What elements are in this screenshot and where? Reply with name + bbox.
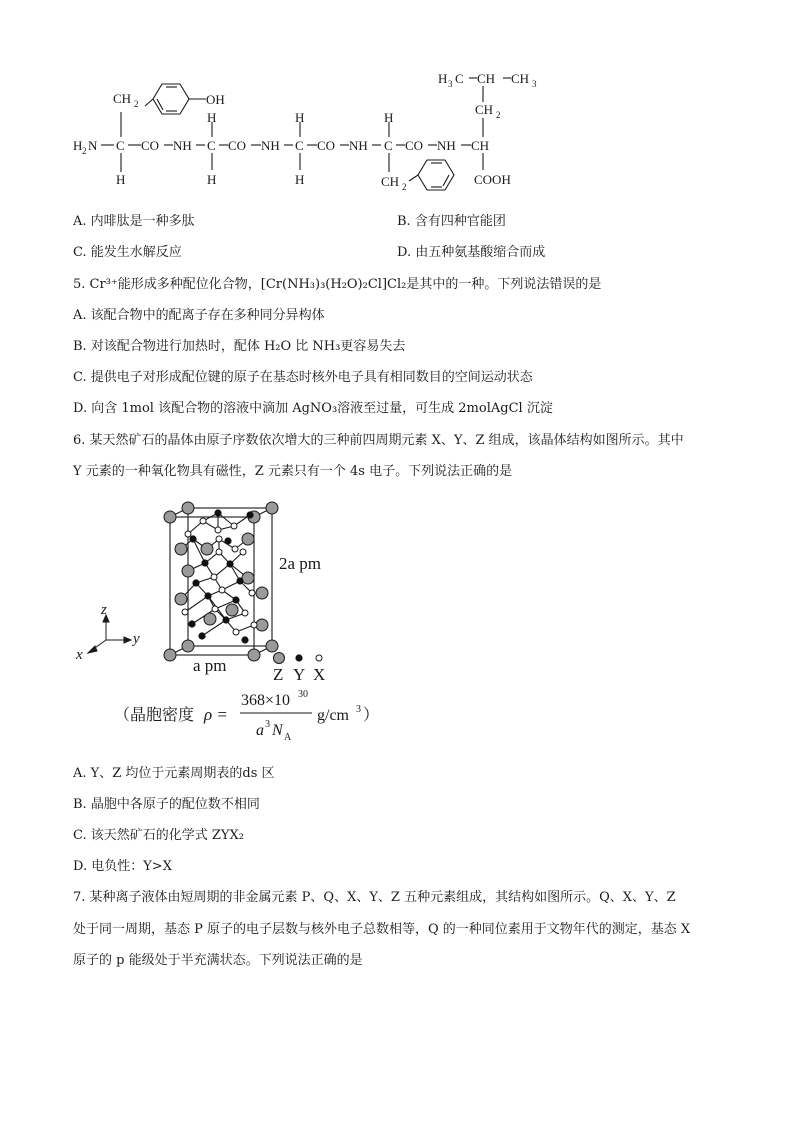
z-atom bbox=[242, 533, 254, 545]
z-atom bbox=[266, 640, 278, 652]
x-atom bbox=[240, 549, 246, 555]
x-atom bbox=[216, 536, 222, 542]
z-atom bbox=[204, 613, 216, 625]
y-atom bbox=[236, 577, 243, 584]
q5-stem: 5. Cr³⁺能形成多种配位化合物，[Cr(NH₃)₃(H₂O)₂Cl]Cl₂是其中的一种。下列说法错误的是 bbox=[73, 277, 602, 292]
y-atom bbox=[222, 616, 229, 623]
y-atom bbox=[224, 537, 231, 544]
alpha-c-3: C bbox=[295, 138, 304, 153]
legend-y-label: Y bbox=[293, 665, 306, 684]
h3c-sub: 3 bbox=[448, 79, 453, 89]
q6-stem-line1: 6. 某天然矿石的晶体由原子序数依次增大的三种前四周期元素 X、Y、Z 组成，该晶体结构如图所示。其中 bbox=[73, 433, 684, 448]
h3c-h: H bbox=[438, 71, 448, 86]
h-4-top: H bbox=[384, 110, 394, 125]
z-atom bbox=[266, 502, 278, 514]
alpha-ch-5: CH bbox=[471, 138, 490, 153]
h-1: H bbox=[116, 172, 126, 187]
x-atom bbox=[215, 527, 221, 533]
h-3-bottom: H bbox=[295, 172, 305, 187]
nh-3: NH bbox=[349, 138, 368, 153]
density-unit: g/cm bbox=[317, 707, 349, 724]
y-atom bbox=[204, 592, 211, 599]
y-atom bbox=[188, 620, 195, 627]
co-4: CO bbox=[405, 138, 424, 153]
cooh: COOH bbox=[474, 172, 511, 187]
x-atom bbox=[212, 606, 218, 612]
legend-x-symbol bbox=[316, 655, 322, 661]
ch2-tyr-sub: 2 bbox=[134, 99, 139, 109]
z-atom bbox=[182, 502, 194, 514]
alpha-c-4: C bbox=[384, 138, 393, 153]
legend-z-symbol bbox=[274, 653, 285, 664]
q4-option-a: A. 内啡肽是一种多肽 bbox=[73, 214, 195, 229]
h3c-c: C bbox=[455, 71, 464, 86]
legend-z-label: Z bbox=[273, 665, 284, 684]
y-atom bbox=[214, 509, 221, 516]
oh-group: OH bbox=[206, 92, 225, 107]
y-atom bbox=[246, 511, 253, 518]
z-atom bbox=[248, 649, 260, 661]
y-atom bbox=[189, 535, 196, 542]
x-atom bbox=[185, 531, 191, 537]
q5-option-d: D. 向含 1mol 该配合物的溶液中滴加 AgNO₃溶液至过量，可生成 2molAgCl 沉淀 bbox=[73, 401, 553, 416]
atom-legend bbox=[273, 653, 325, 685]
axes bbox=[88, 615, 131, 653]
z-atom bbox=[175, 593, 187, 605]
density-den-sub: A bbox=[284, 732, 292, 743]
co-1: CO bbox=[141, 138, 160, 153]
h2n-h: H bbox=[73, 138, 83, 153]
axis-x-label: x bbox=[76, 647, 83, 663]
density-rho: ρ = bbox=[204, 705, 228, 724]
nh-2: NH bbox=[261, 138, 280, 153]
nh-4: NH bbox=[437, 138, 456, 153]
z-atom bbox=[182, 640, 194, 652]
density-unit-exp: 3 bbox=[356, 704, 361, 715]
z-atom bbox=[256, 619, 268, 631]
x-atom bbox=[231, 523, 237, 529]
q5-option-b: B. 对该配合物进行加热时，配体 H₂O 比 NH₃更容易失去 bbox=[73, 339, 406, 354]
z-atom bbox=[226, 604, 238, 616]
h2n-sub: 2 bbox=[82, 146, 87, 156]
q7-line1: 7. 某种离子液体由短周期的非金属元素 P、Q、X、Y、Z 五种元素组成，其结构如图所示。Q、X、Y、Z bbox=[73, 890, 676, 905]
ch2-leu: CH bbox=[475, 102, 494, 117]
ch2-tyr: CH bbox=[113, 91, 132, 106]
ch2-leu-sub: 2 bbox=[496, 110, 501, 120]
q5-option-c: C. 提供电子对形成配位键的原子在基态时核外电子具有相同数目的空间运动状态 bbox=[73, 370, 533, 385]
y-atom bbox=[201, 559, 208, 566]
density-close: ） bbox=[363, 707, 380, 724]
y-atom bbox=[226, 560, 233, 567]
x-atom bbox=[251, 622, 257, 628]
z-atoms bbox=[164, 502, 278, 661]
alpha-c-1: C bbox=[116, 138, 125, 153]
density-den-exp: 3 bbox=[265, 719, 270, 730]
q4-option-c: C. 能发生水解反应 bbox=[73, 245, 182, 260]
z-atom bbox=[164, 511, 176, 523]
nh-1: NH bbox=[173, 138, 192, 153]
y-atom bbox=[198, 632, 205, 639]
y-atom bbox=[192, 579, 199, 586]
density-formula bbox=[114, 689, 379, 743]
z-atom bbox=[242, 572, 254, 584]
x-atom bbox=[249, 590, 255, 596]
x-atom bbox=[232, 546, 238, 552]
q6-stem-line2: Y 元素的一种氧化物具有磁性，Z 元素只有一个 4s 电子。下列说法正确的是 bbox=[73, 464, 513, 479]
density-numerator-exp: 30 bbox=[298, 689, 308, 700]
h-3-top: H bbox=[295, 110, 305, 125]
legend-x-label: X bbox=[313, 665, 326, 684]
x-atom bbox=[242, 610, 248, 616]
ch-leu: CH bbox=[477, 71, 496, 86]
x-atom bbox=[216, 549, 222, 555]
z-atom bbox=[175, 543, 187, 555]
x-atom bbox=[211, 574, 217, 580]
x-atom bbox=[200, 518, 206, 524]
density-den-a: a bbox=[256, 722, 264, 739]
z-atom bbox=[256, 587, 268, 599]
x-atom bbox=[182, 609, 188, 615]
h-2-bottom: H bbox=[207, 172, 217, 187]
q6-option-b: B. 晶胞中各原子的配位数不相同 bbox=[73, 797, 260, 812]
height-label: 2a pm bbox=[279, 554, 322, 573]
x-atom bbox=[219, 587, 225, 593]
q7-line3: 原子的 p 能级处于半充满状态。下列说法正确的是 bbox=[73, 953, 363, 968]
q7-line2: 处于同一周期，基态 P 原子的电子层数与核外电子总数相等，Q 的一种同位素用于文物年代的测定，基态 X bbox=[73, 922, 691, 937]
y-atom bbox=[232, 596, 239, 603]
alpha-c-2: C bbox=[207, 138, 216, 153]
h2n-n: N bbox=[88, 138, 98, 153]
q6-option-a: A. Y、Z 均位于元素周期表的ds 区 bbox=[73, 766, 275, 781]
q6-option-d: D. 电负性：Y>X bbox=[73, 859, 172, 874]
co-2: CO bbox=[228, 138, 247, 153]
z-atom bbox=[182, 565, 194, 577]
ch2-phe-sub: 2 bbox=[402, 182, 407, 192]
h-2-top: H bbox=[207, 110, 217, 125]
ch3-leu-sub: 3 bbox=[532, 79, 537, 89]
axis-z-label: z bbox=[101, 602, 107, 618]
density-den-n: N bbox=[272, 722, 283, 739]
legend-y-symbol bbox=[295, 654, 302, 661]
co-3: CO bbox=[317, 138, 336, 153]
q6-option-c: C. 该天然矿石的化学式 ZYX₂ bbox=[73, 828, 244, 843]
q5-option-a: A. 该配合物中的配离子存在多种同分异构体 bbox=[73, 308, 325, 323]
z-atom bbox=[201, 543, 213, 555]
density-numerator: 368×10 bbox=[241, 692, 291, 709]
q4-option-d: D. 由五种氨基酸缩合而成 bbox=[397, 245, 546, 260]
ch2-phe: CH bbox=[381, 174, 400, 189]
z-atom bbox=[164, 649, 176, 661]
ch3-leu: CH bbox=[511, 71, 530, 86]
x-atom bbox=[233, 629, 239, 635]
base-label: a pm bbox=[193, 656, 227, 675]
axis-y-label: y bbox=[133, 631, 140, 647]
y-atom bbox=[241, 636, 248, 643]
q4-option-b: B. 含有四种官能团 bbox=[397, 214, 506, 229]
density-prefix: （晶胞密度 bbox=[114, 707, 195, 724]
